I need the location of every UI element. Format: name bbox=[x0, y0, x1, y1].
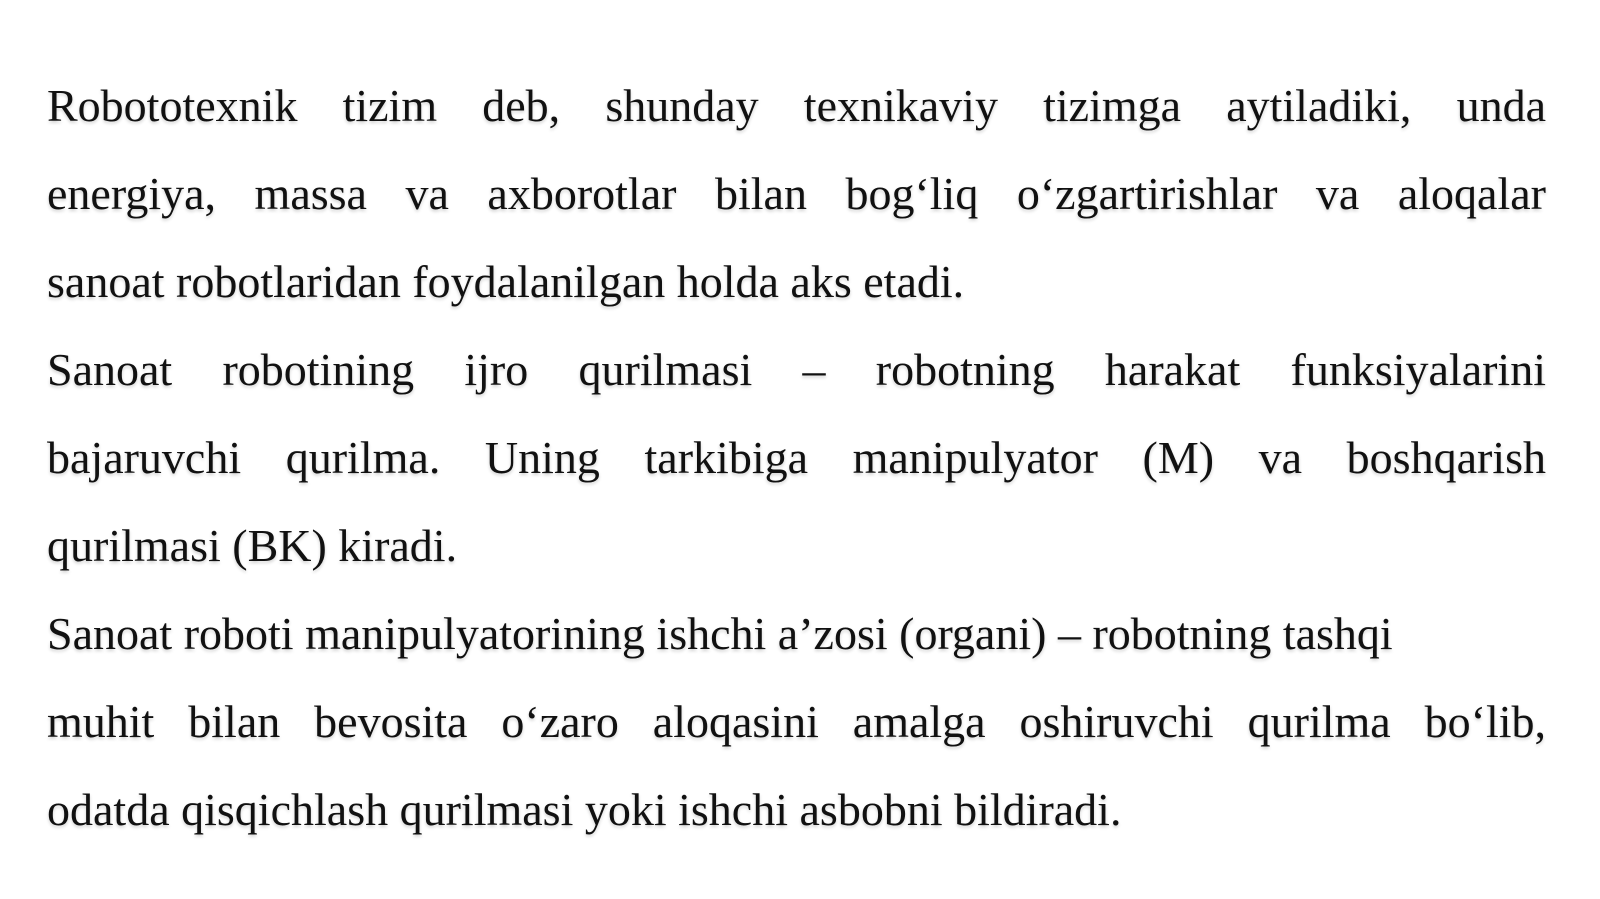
text-line: Robototexnik tizim deb, shunday texnikaviy tizimga aytiladiki, unda bbox=[47, 80, 1546, 131]
text-line: Sanoat roboti manipulyatorining ishchi a’zosi (organi) – robotning tashqi bbox=[47, 608, 1393, 659]
text-line: bajaruvchi qurilma. Uning tarkibiga manipulyator (M) va boshqarish bbox=[47, 432, 1546, 483]
text-line: muhit bilan bevosita o‘zaro aloqasini amalga oshiruvchi qurilma bo‘lib, bbox=[47, 696, 1546, 747]
text-line: Sanoat robotining ijro qurilmasi – robotning harakat funksiyalarini bbox=[47, 344, 1546, 395]
text-line: qurilmasi (BK) kiradi. bbox=[47, 520, 458, 571]
text-line: energiya, massa va axborotlar bilan bog‘liq o‘zgartirishlar va aloqalar bbox=[47, 168, 1546, 219]
paragraph-ishchi-azosi bbox=[47, 590, 1546, 854]
text-line: sanoat robotlaridan foydalanilgan holda aks etadi. bbox=[47, 256, 965, 307]
text-line: odatda qisqichlash qurilmasi yoki ishchi asbobni bildiradi. bbox=[47, 784, 1122, 835]
paragraph-robototexnik-tizim bbox=[47, 62, 1546, 326]
document-body bbox=[47, 62, 1546, 854]
paragraph-ijro-qurilmasi bbox=[47, 326, 1546, 590]
